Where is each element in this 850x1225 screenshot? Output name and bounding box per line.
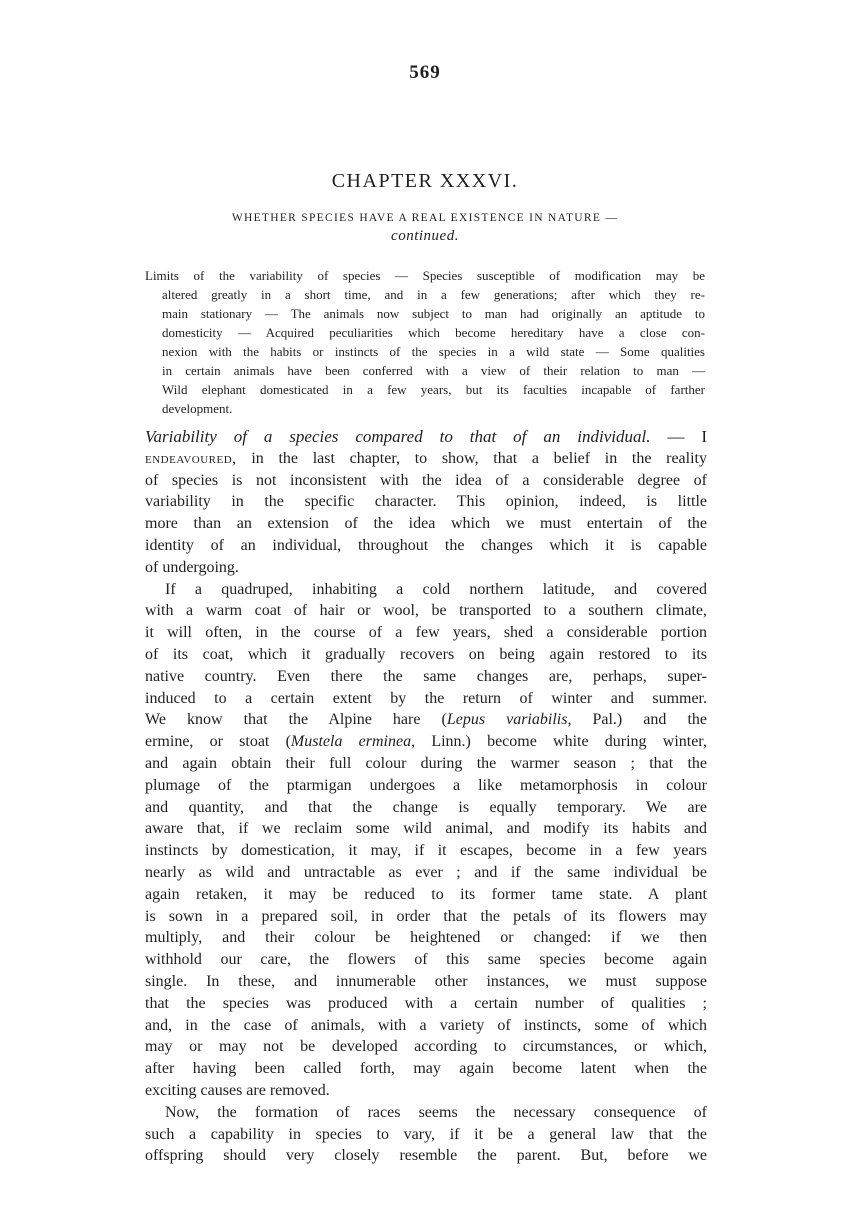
body-line: Now, the formation of races seems the necessary consequence of: [165, 1103, 707, 1121]
chapter-subtitle-continued: continued.: [391, 228, 459, 244]
body-line: induced to a certain extent by the return of winter and summer.: [145, 689, 707, 707]
heading-dash: — I: [667, 427, 707, 446]
body-line-text: We know that the Alpine hare (: [145, 711, 447, 729]
section-heading: Variability of a species compared to that of an individual.: [145, 427, 651, 446]
body-line: variability in the specific character. This opinion, indeed, is little: [145, 493, 707, 511]
body-line-text: Linn.) become white during winter,: [415, 733, 707, 751]
page-number: 569: [409, 62, 441, 83]
body-line: [145, 709, 707, 731]
body-line: offspring should very closely resemble the parent. But, before we: [145, 1147, 707, 1165]
body-line: nearly as wild and untractable as ever ; and if the same individual be: [145, 863, 707, 881]
body-line: after having been called forth, may again become latent when the: [145, 1060, 707, 1078]
chapter-subtitle-text: WHETHER SPECIES HAVE A REAL EXISTENCE IN NATURE —: [231, 212, 619, 224]
body-line: withhold our care, the flowers of this same species become again: [145, 951, 707, 969]
body-line: that the species was produced with a certain number of qualities ;: [145, 994, 707, 1012]
body-line: If a quadruped, inhabiting a cold northern latitude, and covered: [165, 580, 707, 598]
body-line: multiply, and their colour be heightened or changed: if we then: [145, 929, 707, 947]
synopsis-line: main stationary — The animals now subject to man had originally an aptitude to: [162, 306, 705, 321]
body-line: [145, 731, 707, 753]
synopsis-line: domesticity — Acquired peculiarities which become hereditary have a close con-: [162, 325, 705, 340]
body-line: may or may not be developed according to circumstances, or which,: [145, 1038, 707, 1056]
latin-name-stoat: Mustela erminea,: [290, 733, 416, 751]
body-line: of undergoing.: [145, 558, 239, 576]
chapter-subtitle: [0, 210, 850, 245]
body-line: of its coat, which it gradually recovers on being again restored to its: [145, 645, 707, 663]
body-line: is sown in a prepared soil, in order that the petals of its flowers may: [145, 907, 707, 925]
synopsis-line: Limits of the variability of species — Species susceptible of modification may be: [145, 268, 705, 283]
body-line: exciting causes are removed.: [145, 1081, 330, 1099]
body-text: [145, 426, 707, 1167]
body-line: it will often, in the course of a few years, shed a considerable portion: [145, 624, 707, 642]
chapter-synopsis: [145, 266, 705, 418]
body-line: with a warm coat of hair or wool, be transported to a southern climate,: [145, 602, 707, 620]
body-line: and quantity, and that the change is equally temporary. We are: [145, 798, 707, 816]
body-line: of species is not inconsistent with the idea of a considerable degree of: [145, 471, 707, 489]
body-line: [145, 448, 707, 470]
body-line: and again obtain their full colour during the warmer season ; that the: [145, 754, 707, 772]
body-line-text: in the last chapter, to show, that a belief in the reality: [236, 449, 707, 467]
synopsis-line: in certain animals have been conferred with a view of their relation to man —: [162, 363, 705, 378]
synopsis-line: nexion with the habits or instincts of the species in a wild state — Some qualities: [162, 344, 705, 359]
body-line: instincts by domestication, it may, if it escapes, become in a few years: [145, 842, 707, 860]
synopsis-line: altered greatly in a short time, and in a few generations; after which they re-: [162, 287, 705, 302]
body-line: and, in the case of animals, with a variety of instincts, some of which: [145, 1016, 707, 1034]
body-line: aware that, if we reclaim some wild animal, and modify its habits and: [145, 820, 707, 838]
body-line-text: ermine, or stoat (: [145, 733, 291, 751]
body-line: again retaken, it may be reduced to its former tame state. A plant: [145, 885, 707, 903]
body-line: plumage of the ptarmigan undergoes a like metamorphosis in colour: [145, 776, 707, 794]
body-line: [145, 426, 707, 448]
body-line: single. In these, and innumerable other instances, we must suppose: [145, 972, 707, 990]
body-line: such a capability in species to vary, if it be a general law that the: [145, 1125, 707, 1143]
body-line: identity of an individual, throughout the changes which it is capable: [145, 536, 707, 554]
body-line: native country. Even there the same changes are, perhaps, super-: [145, 667, 707, 685]
synopsis-line: Wild elephant domesticated in a few years, but its faculties incapable of farther: [162, 382, 705, 397]
latin-name-hare: Lepus variabilis,: [446, 711, 572, 729]
body-line: more than an extension of the idea which we must entertain of the: [145, 515, 707, 533]
synopsis-line: development.: [162, 401, 233, 416]
chapter-title: CHAPTER XXXVI.: [331, 170, 519, 192]
first-word: endeavoured,: [145, 449, 237, 467]
body-line-text: Pal.) and the: [571, 711, 707, 729]
